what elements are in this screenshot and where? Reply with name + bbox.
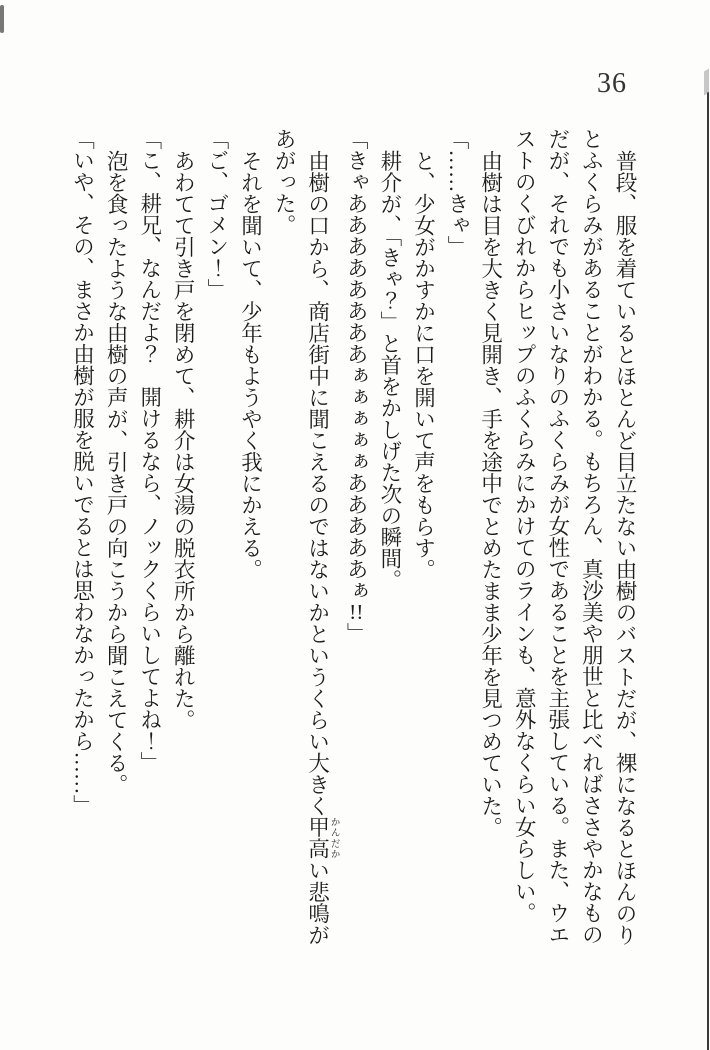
page-number: 36: [597, 68, 627, 99]
paragraph: 「こ、耕兄、なんだよ？ 開けるなら、ノックくらいしてよね！」: [137, 128, 162, 773]
tate-chu-yoko-exclamation: !!: [349, 601, 364, 623]
paragraph: 泡を食ったような由樹の声が、引き戸の向こうから聞こえてくる。: [104, 149, 129, 795]
paragraph: 「……きゃ」: [445, 128, 470, 257]
paragraph: と、少女がかすかに口を開いて声をもらす。: [411, 149, 436, 580]
paragraph: 「ご、ゴメン！」: [204, 128, 229, 300]
ruby-annotated-word: 甲高 かんだか: [305, 816, 339, 859]
scan-corner-mark-right: [704, 69, 709, 96]
scan-edge-line: [707, 92, 709, 1050]
novel-text-block: [65, 128, 641, 952]
scan-corner-mark-left: [0, 5, 4, 33]
paragraph: 「いや、その、まさか由樹が服を脱いでるとは思わなかったから……」: [70, 128, 95, 816]
paragraph: 「きゃああああああああぁぁぁぁぁあああああぁ!!」: [344, 128, 369, 644]
paragraph: 耕介が、「きゃ？」と首をかしげた次の瞬間。: [377, 149, 402, 591]
paragraph: 由樹の口から、商店街中に聞こえるのではないかというくらい大きく甲高 かんだかい悲鳴があがった。: [272, 128, 339, 945]
paragraph: それを聞いて、少年もようやく我にかえる。: [238, 149, 263, 580]
paragraph: 由樹は目を大きく見開き、手を途中でとめたまま少年を見つめていた。: [478, 149, 503, 838]
paragraph: 普段、服を着ているとほとんど目立たない由樹のバストだが、裸になるとほんのりとふくらみがあることがわかる。もちろん、真沙美や朋世と比べればささやかなものだが、それでも小さいなりのふくらみが女性であることを主張している。また、ウエストのくびれからヒップのふくらみにかけてのラインも、意外なくらい女らしい。: [512, 128, 637, 945]
paragraph: あわてて引き戸を閉めて、耕介は女湯の脱衣所から離れた。: [171, 149, 196, 730]
